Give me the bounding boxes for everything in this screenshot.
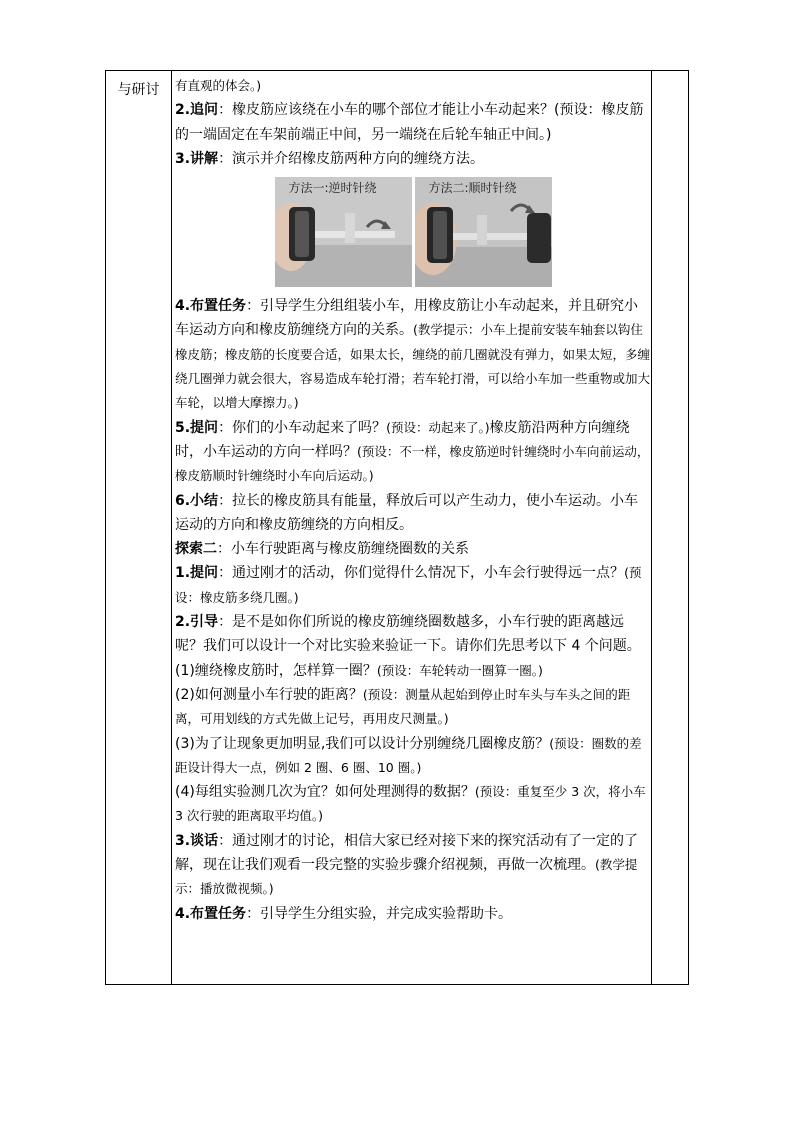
text-run: (预设：不一样，橡皮筋逆时针缠绕时小车向前运动，橡皮筋顺时针缠绕时小车向后运动。): [175, 443, 650, 484]
paragraph-l10: [175, 659, 651, 683]
figure-caption-2: 方法二:顺时针绕: [428, 181, 517, 196]
paragraph-l14: [175, 829, 651, 902]
stage-label: 与研讨: [117, 82, 160, 98]
paragraph-l1: [175, 74, 651, 98]
paragraph-l15: [175, 902, 651, 926]
text-run: 4.布置任务: [175, 298, 247, 315]
text-run: (教学提示：小车上提前安装车轴套以钩住橡皮筋；橡皮筋的长度要合适，如果太长，缠绕的前几圈就没有弹力，如果太短，多缠绕几圈弹力就会很大，容易造成车轮打滑；若车轮打滑，可以给小车加一些重物或加大车轮，以增大摩擦力。): [175, 322, 651, 411]
lesson-content: [175, 74, 651, 926]
text-run: 5.提问: [175, 419, 219, 436]
text-run: 橡皮筋沿两种方向缠绕时，小车运动的方向一样吗？: [175, 419, 630, 460]
paragraph-l8: [175, 561, 651, 610]
content-before-figures: [175, 74, 651, 171]
figure-caption-1: 方法一:逆时针绕: [288, 181, 377, 196]
method-figures: [175, 177, 651, 287]
paragraph-l9: [175, 610, 651, 659]
figure-method-1: [275, 177, 412, 287]
text-run: ：通过刚才的讨论，相信大家已经对接下来的探究活动有了一定的了解，现在让我们观看一段完整的实验步骤介绍视频，再做一次梳理。: [175, 832, 639, 874]
text-run: (预设：重复至少 3 次，将小车 3 次行驶的距离取平均值。): [175, 784, 646, 824]
paragraph-l12: [175, 732, 651, 781]
figure-method-2: [415, 177, 552, 287]
text-run: 2.追问: [175, 102, 219, 119]
text-run: ：演示并介绍橡皮筋两种方向的缠绕方法。: [218, 150, 485, 167]
text-run: (教学提示：播放微视频。): [175, 857, 638, 897]
paragraph-l4: [175, 294, 651, 415]
text-run: (2)如何测量小车行驶的距离？: [175, 686, 363, 703]
text-run: ：通过刚才的活动，你们觉得什么情况下，小车会行驶得远一点？: [218, 565, 625, 582]
paragraph-l2: [175, 98, 651, 147]
text-run: 4.布置任务: [175, 905, 247, 922]
paragraph-l3: [175, 147, 651, 171]
text-run: 有直观的体会。): [175, 78, 262, 93]
text-run: ：小车行驶距离与橡皮筋缠绕圈数的关系: [217, 541, 469, 558]
paragraph-l11: [175, 683, 651, 732]
text-run: (1)缠绕橡皮筋时，怎样算一圈？: [175, 662, 377, 679]
text-run: ：引导学生分组组装小车，用橡皮筋让小车动起来，并且研究小车运动方向和橡皮筋缠绕方向的关系。: [175, 298, 639, 339]
text-run: ：是不是如你们所说的橡皮筋缠绕圈数越多，小车行驶的距离越远呢？我们可以设计一个对比实验来验证一下。请你们先思考以下 4 个问题。: [175, 614, 641, 655]
lesson-table: [105, 70, 689, 985]
paragraph-l13: [175, 780, 651, 829]
text-run: 2.引导: [175, 614, 219, 631]
text-run: 探索二: [175, 541, 217, 558]
text-run: ：你们的小车动起来了吗？: [218, 419, 387, 436]
text-run: 6.小结: [175, 492, 219, 509]
paragraph-l7: [175, 537, 651, 561]
column-divider-1: [171, 71, 172, 984]
text-run: 3.讲解: [175, 150, 219, 167]
text-run: ：橡皮筋应该绕在小车的哪个部位才能让小车动起来？(预设：橡皮筋的一端固定在车架前端正中间，另一端绕在后轮车轴正中间。): [175, 102, 644, 143]
text-run: (4)每组实验测几次为宜？如何处理测得的数据？: [175, 784, 475, 801]
content-after-figures: [175, 294, 651, 926]
text-run: (预设：车轮转动一圈算一圈。): [376, 662, 543, 678]
text-run: (预设：测量从起始到停止时车头与车头之间的距离，可用划线的方式先做上记号，再用皮尺测量。): [175, 686, 631, 727]
text-run: (3)为了让现象更加明显,我们可以设计分别缠绕几圈橡皮筋？: [175, 735, 550, 752]
paragraph-l6: [175, 489, 651, 538]
text-run: 3.谈话: [175, 832, 219, 849]
text-run: (预设：动起来了。): [386, 419, 490, 435]
paragraph-l5: [175, 416, 651, 489]
text-run: (预设：圈数的差距设计得大一点，例如 2 圈、6 圈、10 圈。): [175, 735, 642, 775]
text-run: 1.提问: [175, 565, 219, 582]
text-run: (预设：橡皮筋多绕几圈。): [175, 565, 642, 605]
text-run: ：拉长的橡皮筋具有能量，释放后可以产生动力，使小车运动。小车运动的方向和橡皮筋缠绕的方向相反。: [175, 492, 639, 533]
text-run: ：引导学生分组实验，并完成实验帮助卡。: [246, 905, 513, 922]
column-divider-2: [651, 71, 652, 984]
